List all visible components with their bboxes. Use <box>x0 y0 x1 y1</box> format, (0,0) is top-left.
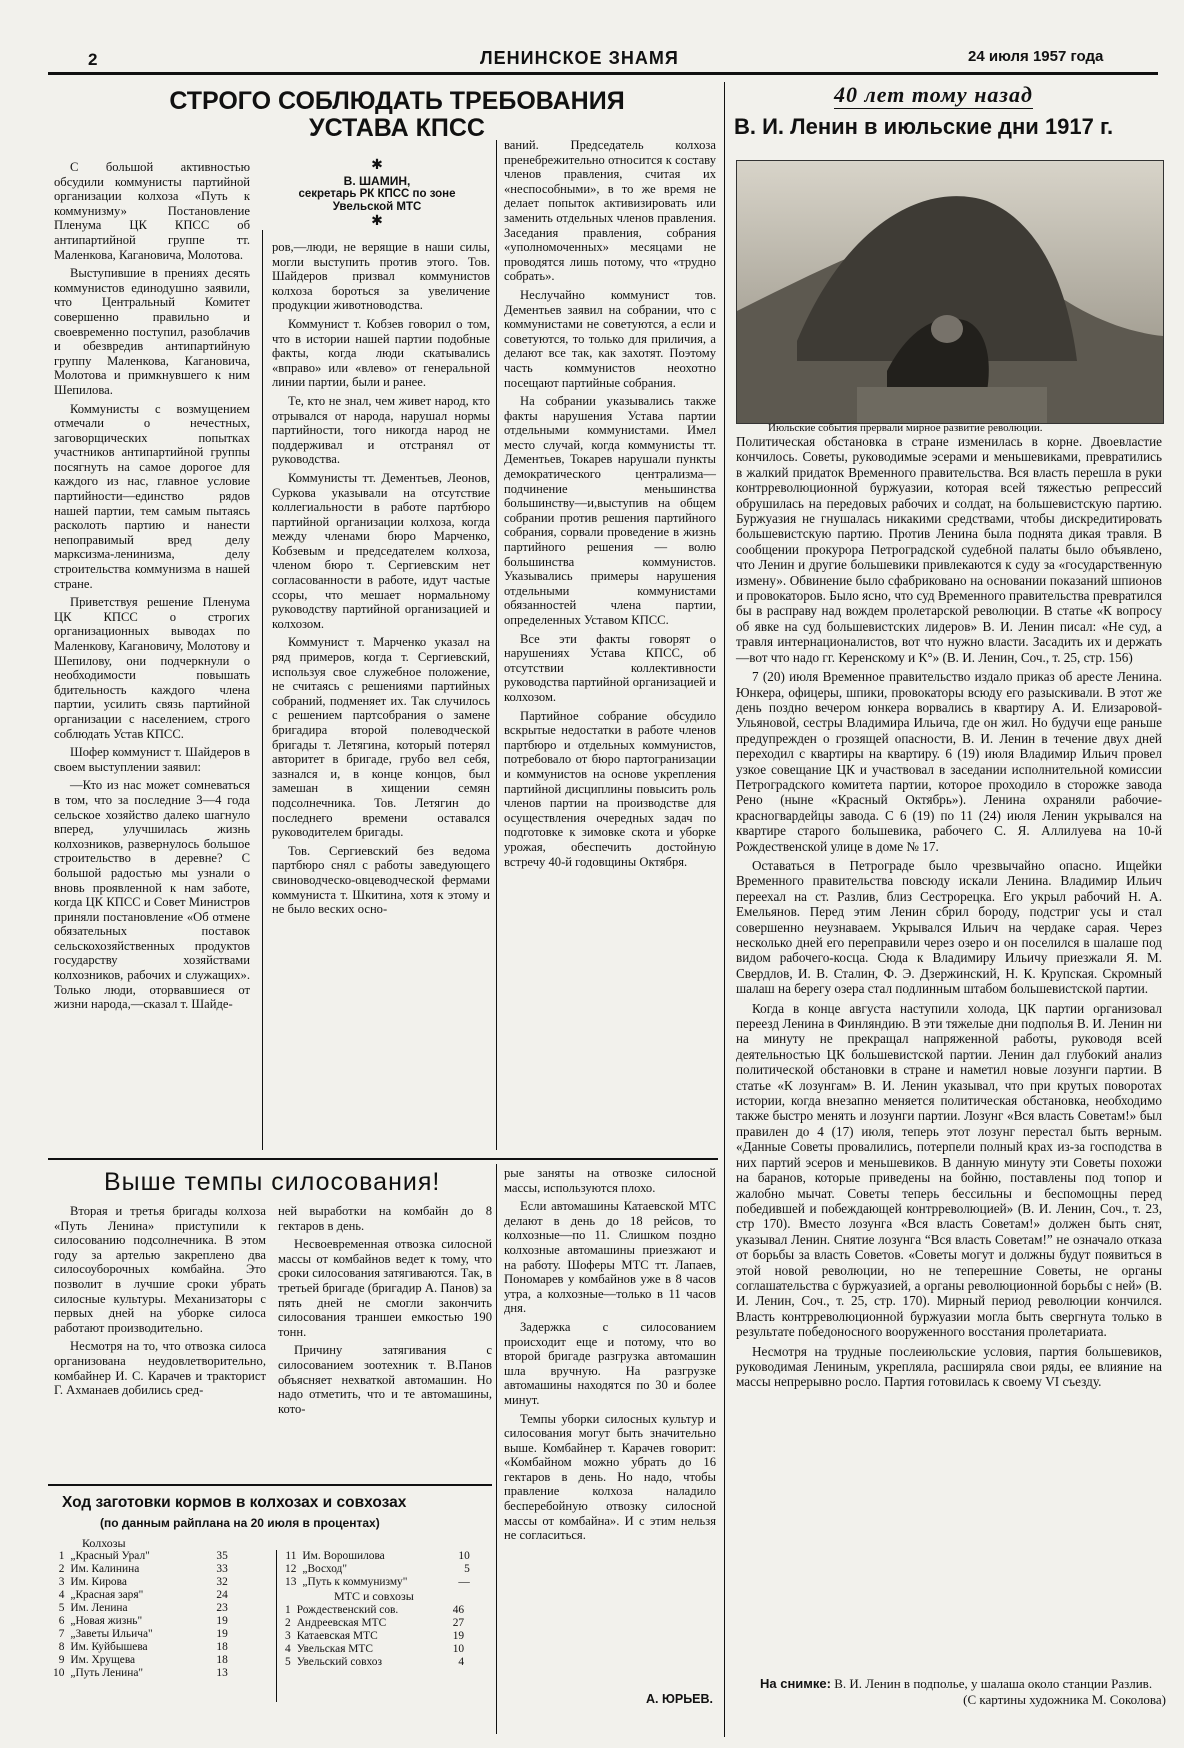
farm-name: „Восход" <box>302 1563 348 1575</box>
article1-paragraph: Шофер коммунист т. Шайдеров в своем выступлении заявил: <box>54 745 250 774</box>
issue-date: 24 июля 1957 года <box>968 48 1104 65</box>
percent-value: 19 <box>216 1628 228 1640</box>
row-number: 9 <box>58 1654 65 1666</box>
farm-name: Увельская МТС <box>296 1643 373 1655</box>
farm-name: Рождественский сов. <box>296 1604 399 1616</box>
percent-value: 23 <box>216 1602 228 1614</box>
article1-col1 <box>54 160 250 1016</box>
mts-table <box>282 1604 467 1669</box>
percent-value: 10 <box>458 1550 470 1562</box>
article-divider <box>724 82 725 1737</box>
table-heading: МТС и совхозы <box>334 1589 414 1603</box>
row-number: 4 <box>285 1643 291 1655</box>
article1-paragraph: С большой активностью обсудили коммунисты партийной организации колхоза «Путь к коммунизму» Постановление Пленума ЦК КПСС об антипартийной группе тт. Маленкова, Кагановича, Молотова. <box>54 160 250 262</box>
row-number: 4 <box>58 1589 65 1601</box>
newspaper-name: ЛЕНИНСКОЕ ЗНАМЯ <box>480 48 679 68</box>
percent-value: 19 <box>452 1630 465 1642</box>
table-row <box>50 1550 231 1563</box>
author-name: В. ШАМИН, <box>343 174 411 188</box>
article1-paragraph: —Кто из нас может сомневаться в том, что за последние 3—4 года сельское хозяйство далеко шагнуло вперед, улучшилась жизнь колхозников, развернулось большое строительство в деревне? С большой радостью мы узнали о вновь проявленной к нам заботе, когда ЦК КПСС и Совет Министров приняли постановление «Об отмене обязательных поставок сельскохозяйственных продуктов государству хозяйствами колхозников, рабочих и служащих». Только люди, оторвавшиеся от жизни народа,—сказал т. Шайде- <box>54 778 250 1012</box>
kolkhoz-table <box>50 1550 231 1680</box>
article1-col3 <box>504 138 716 873</box>
article1-paragraph: ваний. Председатель колхоза пренебрежительно относится к составу членов правления, считая их «неспособными», в то же время не делает попыток активизировать или заменить отдельных членов правления. Заседания правления, собрания «уполномоченных» месяцами не проводятся лишь потому, что «трудно собрать». <box>504 138 716 284</box>
percent-value: 4 <box>458 1656 465 1668</box>
percent-value: 27 <box>452 1617 465 1629</box>
article1-title: СТРОГО СОБЛЮДАТЬ ТРЕБОВАНИЯ УСТАВА КПСС <box>169 87 625 142</box>
row-number: 11 <box>285 1550 297 1562</box>
photo-caption <box>736 1676 1166 1708</box>
percent-value: 24 <box>216 1589 228 1601</box>
caption-label: На снимке: <box>760 1676 831 1691</box>
page-number: 2 <box>88 50 98 69</box>
table-heading: Колхозы <box>82 1536 126 1550</box>
farm-name: Катаевская МТС <box>296 1630 378 1642</box>
article3-paragraph: Причину затягивания с силосованием зоотехник т. В.Панов объясняет нехваткой автомашин. Но надо отметить, что и те автомашины, кото- <box>278 1343 492 1416</box>
table-row <box>282 1617 467 1630</box>
feed-table-left <box>50 1536 272 1680</box>
section-rule <box>48 1158 718 1160</box>
farm-name: Андреевская МТС <box>296 1617 387 1629</box>
article1-paragraph: Выступившие в прениях десять коммунистов единодушно заявили, что Центральный Комитет совершенно правильно и своевременно поступил, разоблачив и обезвредив антипартийную группу Маленкова, Кагановича, Молотова и примкнувшего к ним Шепилова. <box>54 266 250 397</box>
table-divider <box>276 1550 277 1702</box>
table-row <box>50 1615 231 1628</box>
column-divider <box>496 1164 497 1734</box>
article1-paragraph: На собрании указывались также факты нарушения Устава партии отдельными коммунистами. Имел место случай, когда коммунисты тт. Дементьев, Токарев нарушали пункты демократического централизма—подчинение меньшинства большинству—и,выступив на общем собрании против решения партийного собрания, сорвали проведение в жизнь партийного решения — волю большинства коммунистов. Указывались примеры нарушения отдельными коммунистами обязанностей члена партии, определенных Уставом КПСС. <box>504 394 716 627</box>
article3-col1 <box>54 1204 266 1402</box>
table-row <box>282 1643 467 1656</box>
table-row <box>50 1641 231 1654</box>
row-number: 2 <box>58 1563 65 1575</box>
article3-paragraph: Несвоевременная отвозка силосной массы от комбайнов ведет к тому, что сроки силосования затягиваются. Так, в третьей бригаде (бригадир А. Панов) за пять дней не смогли закончить силосования траншеи емкостью 190 тонн. <box>278 1237 492 1339</box>
image-caption-fragment: Июльские события прервали мирное развитие революции. <box>768 422 1043 434</box>
article2-title: В. И. Ленин в июльские дни 1917 г. <box>734 114 1114 139</box>
percent-value: 19 <box>216 1615 228 1627</box>
percent-value: 10 <box>452 1643 465 1655</box>
kolkhoz-table-continued <box>282 1550 473 1589</box>
article1-paragraph: Коммунист т. Кобзев говорил о том, что в истории нашей партии подобные факты, когда люди скатывались «вправо» или «влево» от генеральной линии партии, были и ранее. <box>272 316 490 390</box>
percent-value: 13 <box>216 1667 228 1679</box>
feed-table-title: Ход заготовки кормов в колхозах и совхозах <box>62 1494 407 1511</box>
table-row <box>282 1563 473 1576</box>
row-number: 5 <box>58 1602 65 1614</box>
star-icon: ✱ <box>371 214 383 229</box>
percent-value: 18 <box>216 1654 228 1666</box>
article2-paragraph: 7 (20) июля Временное правительство издало приказ об аресте Ленина. Юнкера, офицеры, шпики, провокаторы всюду его разыскивали. В этот же день поздно вечером юнкера ворвались в квартиру А. И. Елизаровой-Ульяновой, сестры Владимира Ильича, где он жил. Но будучи еще раньше предупрежден о грозящей опасности, В. И. Ленин в течение двух дней переходил с квартиры на квартиру. 6 (19) июля Владимир Ильич провел узкое совещание ЦК и участвовал в заседании исполнительной комиссии Петроградского комитета партии, которое проходило в сторожке завода Рено (ныне «Красный Октябрь»). Ленина охраняли рабочие-красногвардейцы завода. С 6 (19) по 11 (24) июля Ленин укрывался на квартире старого большевика, рабочего С. Я. Аллилуева на 10-й Рождественской улице в доме № 17. <box>736 669 1162 854</box>
row-number: 2 <box>285 1617 291 1629</box>
row-number: 3 <box>285 1630 291 1642</box>
percent-value: 5 <box>464 1563 470 1575</box>
article1-paragraph: Коммунисты тт. Дементьев, Леонов, Суркова указывали на отсутствие коллегиальности в работе партбюро партийной организации колхоза, когда между членами бюро Марченко, Кобзевым и председателем колхоза, членом бюро т. Сергиевским нет согласованности в работе, идут частые ссоры, что мешает нормальному руководству партийной организацией и колхозом. <box>272 470 490 631</box>
article3-paragraph: рые заняты на отвозке силосной массы, используются плохо. <box>504 1166 716 1195</box>
row-number: 1 <box>58 1550 65 1562</box>
article3-col2 <box>278 1204 492 1420</box>
article2-body <box>736 422 1162 1394</box>
column-divider <box>496 140 497 1150</box>
painting-image <box>736 160 1164 424</box>
row-number: 6 <box>58 1615 65 1627</box>
percent-value: 46 <box>452 1604 465 1616</box>
article3-paragraph: Задержка с силосованием происходит еще и потому, что во второй бригаде разгрузка автомашин шла вручную. На разгрузке автомашины находятся по 30 и более минут. <box>504 1319 716 1407</box>
article1-byline <box>262 158 492 230</box>
author-role: секретарь РК КПСС по зоне Увельской МТС <box>298 188 456 213</box>
table-row <box>282 1576 473 1589</box>
farm-name: „Заветы Ильича" <box>70 1628 153 1640</box>
article2-paragraph: Политическая обстановка в стране изменилась в корне. Двоевластие кончилось. Советы, руководимые эсерами и меньшевиками, превратились в жалкий придаток Временного правительства. Вся власть перешла в руки контрреволюционной буржуазии, которая всей тяжестью репрессий обрушилась на передовых рабочих и солдат, на большевистскую партию. Буржуазия не гнушалась никакими средствами, чтобы дискредитировать большевистскую партию. Против Ленина была поднята дикая травля. В сообщении прокурора Петроградской судебной палаты было объявлено, что Ленин и другие большевики привлекаются к суду за «государственную измену». Обвинение было сфабриковано на основании показаний шпионов и провокаторов. Было ясно, что суд Временного правительства превратился бы в расправу над вождем пролетарской революции. В статье «К вопросу об явке на суд большевистских лидеров» В. И. Ленин писал: «Не суд, а травля интернационалистов, вот что нужно власти. Засадить их и держать—вот что надо гг. Керенскому и К°» (В. И. Ленин, Соч., т. 25, стр. 156) <box>736 434 1162 665</box>
feed-table-subtitle: (по данным райплана на 20 июля в процентах) <box>100 1516 380 1530</box>
article2-paragraph: Когда в конце августа наступили холода, ЦК партии организовал переезд Ленина в Финляндию. В эти тяжелые дни подполья В. И. Ленин ни на минуту не прекращал напряженной работы, руководя всей деятельностью ЦК большевистской партии. Ленин дал глубокий анализ политической обстановки в стране и наметил новые лозунги партии. В статье «К лозунгам» В. И. Ленин указывал, что при крутых поворотах истории, когда внезапно меняется политическая обстановка, необходимо также быстро менять и лозунги партии. Лозунг «Вся власть Советам!» был правилен до 4 (17) июля, теперь этот лозунг перестал быть верным. «Данные Советы провалились, потерпели полный крах из-за господства в них партий эсеров и меньшевиков. В данную минуту эти Советы похожи на баранов, которые приведены на бойню, поставлены под топор и жалобно мычат. Советы теперь бессильны и беспомощны перед победившей и побеждающей контрреволюцией» (В. И. Ленин, Соч., т. 23, стр 170). Вместо лозунга «Вся власть Советам!» должен быть снят, указывал Ленин. Снятие лозунга “Вся власть Советам!” не означало отказа от борьбы за власть Советов. «Советы могут и должны будут появиться в этой новой революции, но не теперешние Советы, не органы соглашательства с буржуазией, а органы революционной борьбы с ней» (В. И. Ленин, Соч., т. 25, стр. 170). Мирный период революции кончился. Власть контрреволюционной буржуазии могла быть свергнута только в результате победоносного вооруженного восстания пролетариата. <box>736 1000 1162 1340</box>
article3-col3 <box>504 1166 716 1547</box>
percent-value: 33 <box>216 1563 228 1575</box>
caption-text: В. И. Ленин в подполье, у шалаша около станции Разлив. <box>834 1676 1153 1691</box>
column-divider <box>262 230 263 1150</box>
painting-illustration <box>737 161 1163 423</box>
farm-name: „Новая жизнь" <box>70 1615 143 1627</box>
masthead-rule <box>48 72 1158 75</box>
farm-name: „Путь к коммунизму" <box>302 1576 408 1588</box>
farm-name: Им. Ленина <box>70 1602 128 1614</box>
article1-paragraph: Приветствуя решение Пленума ЦК КПСС о строгих организационных выводах по Маленкову, Кагановичу, Молотову и Шепилову, они подчеркнули о необходимости повышать бдительность каждого члена партии, усилить связь партийной организации с населением, строго соблюдать Устав КПСС. <box>54 595 250 741</box>
farm-name: Им. Хрущева <box>70 1654 136 1666</box>
table-row <box>50 1654 231 1667</box>
table-row <box>282 1604 467 1617</box>
article1-paragraph: ров,—люди, не верящие в наши силы, могли выступить против этого. Тов. Шайдеров призвал коммунистов колхоза бороться за увеличение продукции животноводства. <box>272 240 490 313</box>
farm-name: Им. Кирова <box>70 1576 127 1588</box>
row-number: 10 <box>53 1667 65 1679</box>
article3-paragraph: Вторая и третья бригады колхоза «Путь Ленина» приступили к силосованию подсолнечника. В этом году за артелью закреплено два силосоуборочных комбайна. Это позволит в лучшие сроки убрать силосные культуры. Механизаторы с первых дней на уборке силоса работают производительно. <box>54 1204 266 1335</box>
article1-paragraph: Коммунист т. Марченко указал на ряд примеров, когда т. Сергиевский, используя свое служебное положение, не считаясь с решениями партийных собраний, подменяет их. Так случилось с решением партсобрания о замене бригадира второй полеводческой бригады т. Летягина, который потерял авторитет в бригаде, грубо вел себя, зазнался и, в конце концов, был замешан в хищении семян подсолнечника. Тов. Летягин до последнего времени оставался руководителем бригады. <box>272 635 490 840</box>
article1-paragraph: Коммунисты с возмущением отмечали о нечестных, заговорщических попытках участников антипартийной группы посягнуть на самое дорогое для каждого из нас, главное условие партийности—единство рядов нашей партии, тем самым пытаясь расколоть партию и нанести непоправимый вред делу марксизма-ленинизма, делу строительства коммунизма в нашей стране. <box>54 401 250 591</box>
table-row <box>282 1550 473 1563</box>
article3-paragraph: Если автомашины Катаевской МТС делают в день до 18 рейсов, то колхозные—по 11. Слишком поздно колхозные автомашины приезжают и на работу. Шоферы МТС тт. Лапаев, Пономарев у комбайнов уже в 8 часов утра, а колхозные—только в 11 часов дня. <box>504 1199 716 1316</box>
article2-rubric: 40 лет тому назад <box>834 82 1033 107</box>
article1-paragraph: Партийное собрание обсудило вскрытые недостатки в работе членов партбюро и отдельных коммунистов, потребовало от бюро партогранизации и коммунистов на основе укрепления партийной дисциплины повысить роль членов партии на производстве для осуществления очередных задач по подготовке к зимовке скота и уборке урожая, обеспечить достойную встречу 40-й годовщины Октября. <box>504 708 716 869</box>
feed-table-right <box>282 1550 488 1669</box>
percent-value: 35 <box>216 1550 228 1562</box>
percent-value: 32 <box>216 1576 228 1588</box>
farm-name: „Путь Ленина" <box>70 1667 144 1679</box>
article1-paragraph: Все эти факты говорят о нарушениях Устава КПСС, об отсутствии коллективности руководства партийной организацией и колхозом. <box>504 631 716 704</box>
table-row <box>282 1630 467 1643</box>
row-number: 3 <box>58 1576 65 1588</box>
article3-paragraph: Несмотря на то, что отвозка силоса организована неудовлетворительно, комбайнер И. С. Карачев и тракторист Г. Ахманаев добились сред- <box>54 1339 266 1398</box>
article1-paragraph: Те, кто не знал, чем живет народ, кто отрывался от народа, нарушал нормы партийности, того никогда народ не поддерживал и отстранял от руководства. <box>272 393 490 467</box>
article3-paragraph: ней выработки на комбайн до 8 гектаров в день. <box>278 1204 492 1233</box>
row-number: 5 <box>285 1656 291 1668</box>
farm-name: Им. Калинина <box>70 1563 140 1575</box>
article1-paragraph: Тов. Сергиевский без ведома партбюро снял с работы заведующего свиноводческо-овцеводческой фермами коммуниста т. Шкитина, хотя к этому и не было веских осно- <box>272 843 490 917</box>
table-row <box>50 1628 231 1641</box>
table-row <box>50 1602 231 1615</box>
section-rule <box>48 1484 492 1486</box>
table-row <box>282 1656 467 1669</box>
article1-col2 <box>272 240 490 921</box>
caption-credit: (С картины художника М. Соколова) <box>963 1692 1166 1707</box>
farm-name: „Красный Урал" <box>70 1550 150 1562</box>
article2-paragraph: Оставаться в Петрограде было чрезвычайно опасно. Ищейки Временного правительства повсюду искали Ленина. Владимир Ильич переехал на ст. Разлив, близ Сестрорецка. Его укрыл рабочий Н. А. Емельянов. Перед этим Ленин сбрил бороду, подстриг усы и стал совершенно неузнаваем. Укрывался Ильич на чердаке сарая. Через несколько дней его переправили через озеро и он поселился в шалаше под видом рабочего-косца. Сюда к Владимиру Ильичу приезжали Я. М. Свердлов, И. В. Сталин, Ф. Э. Дзержинский, Н. К. Крупская. Скромный шалаш на берегу озера стал подлинным штабом большевистской партии. <box>736 857 1162 997</box>
row-number: 7 <box>58 1628 65 1640</box>
article2-signature: А. ЮРЬЕВ. <box>646 1692 714 1706</box>
row-number: 1 <box>285 1604 291 1616</box>
table-row <box>50 1576 231 1589</box>
farm-name: „Красная заря" <box>70 1589 144 1601</box>
percent-value: — <box>458 1576 470 1588</box>
row-number: 13 <box>285 1576 297 1588</box>
star-icon: ✱ <box>371 158 383 173</box>
percent-value: 18 <box>216 1641 228 1653</box>
row-number: 12 <box>285 1563 297 1575</box>
article3-paragraph: Темпы уборки силосных культур и силосования могут быть значительно выше. Комбайнер т. Карачев говорит: «Комбайном можно убрать до 16 гектаров в день. Но надо, чтобы правление колхоза наладило бесперебойную отвозку силосной массы от комбайна». И с этим нельзя не согласиться. <box>504 1411 716 1543</box>
article2-paragraph: Несмотря на трудные послеиюльские условия, партия большевиков, руководимая Лениным, укрепляла, расширяла свои ряды, ее влияние на массы непрерывно росло. Партия готовилась к своему VI съезду. <box>736 1343 1162 1390</box>
table-row <box>50 1667 231 1680</box>
row-number: 8 <box>58 1641 65 1653</box>
article1-paragraph: Неслучайно коммунист тов. Дементьев заявил на собрании, что с коммунистами не советуются, а если и советуются, то только для приличия, а делают все так, как захотят. Поэтому часть коммунистов неохотно посещают партийные собрания. <box>504 287 716 390</box>
table-row <box>50 1589 231 1602</box>
farm-name: Им. Ворошилова <box>302 1550 385 1562</box>
table-row <box>50 1563 231 1576</box>
article3-title: Выше темпы силосования! <box>104 1168 441 1196</box>
farm-name: Увельский совхоз <box>296 1656 382 1668</box>
farm-name: Им. Куйбышева <box>70 1641 148 1653</box>
